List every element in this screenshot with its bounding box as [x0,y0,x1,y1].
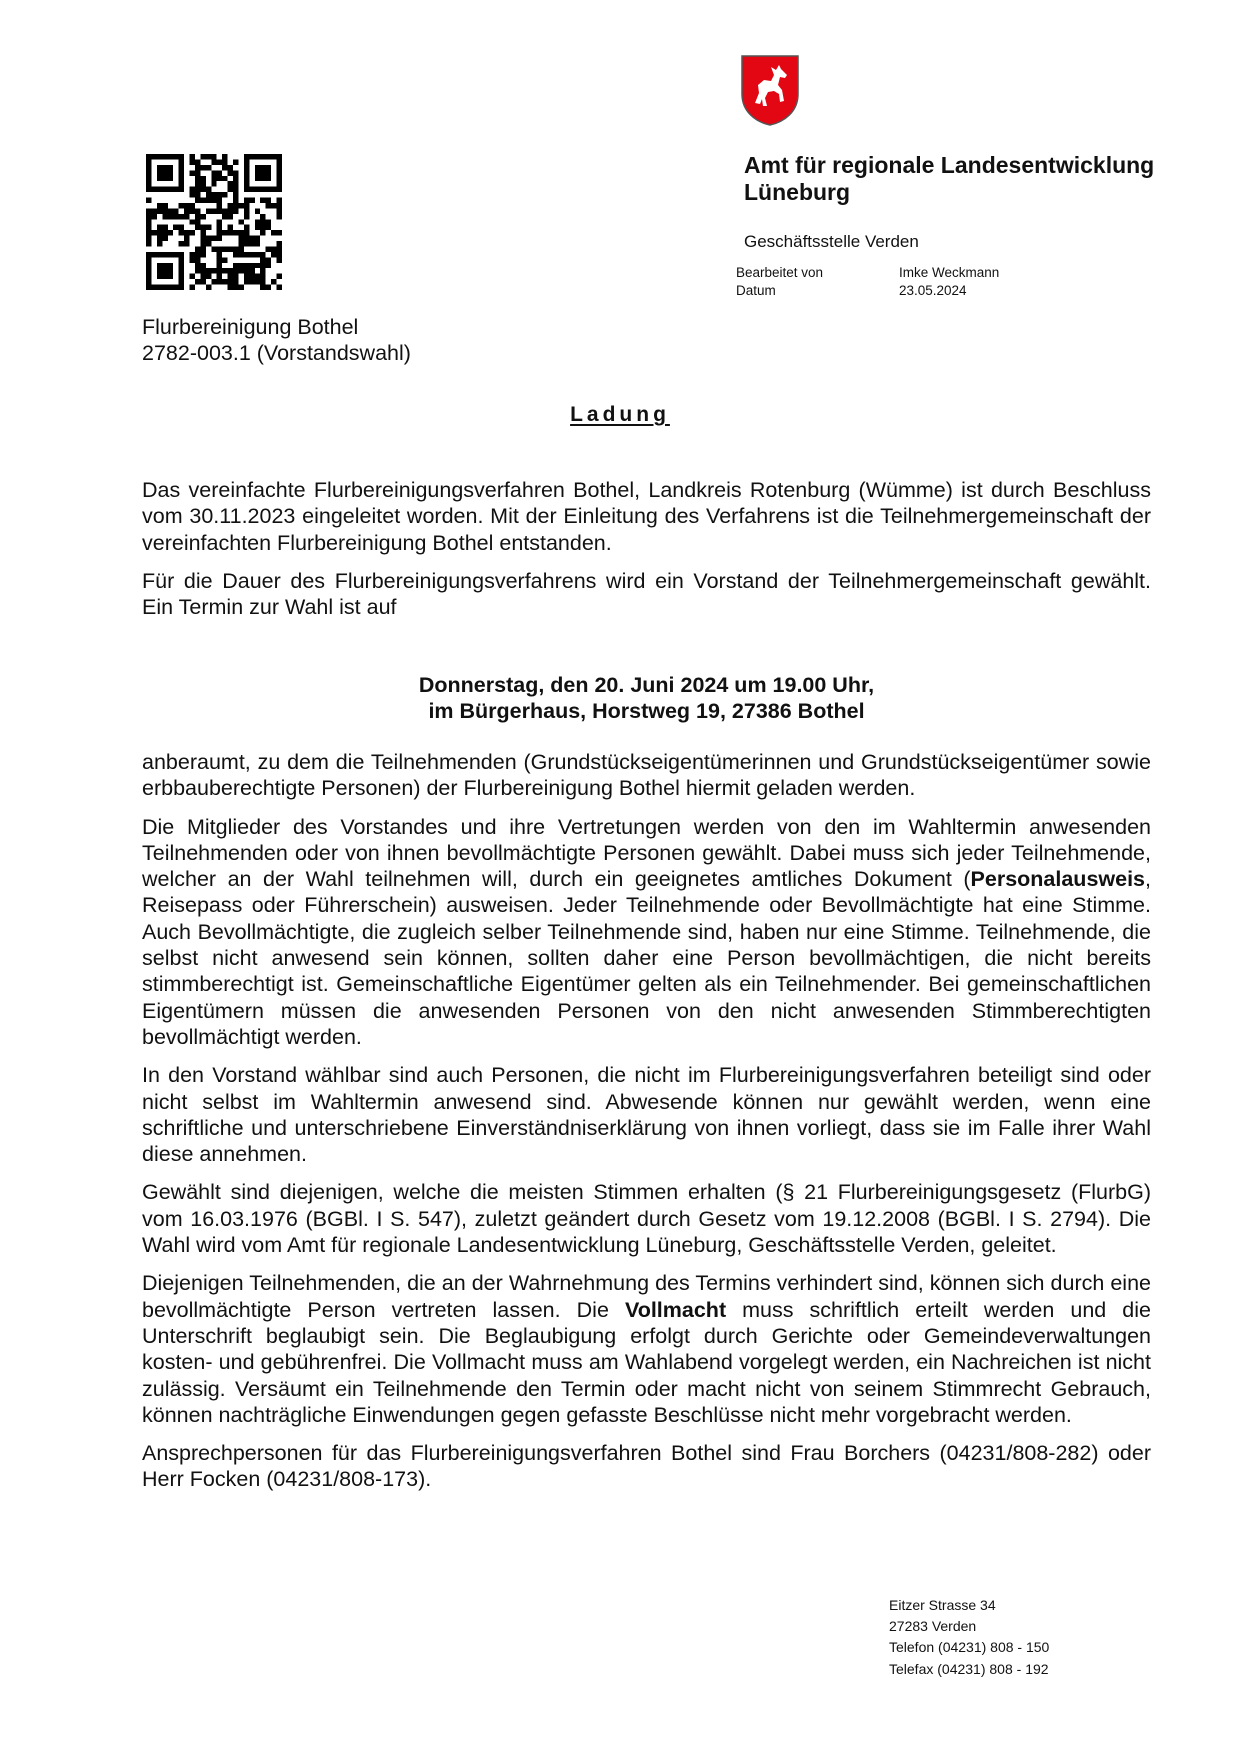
text-span: Die Mitglieder des Vorstandes und ihre Vertretungen werden von den im Wahltermin anwesenden Teilnehmenden oder von ihnen bevollmächtigte Personen gewählt. Dabei muss sich jeder Teilnehmende, welcher an der Wahl teilnehmen will, durch ein geeignetes amtliches Dokument ( [142,814,1151,892]
appointment [142,672,1151,724]
text-span: , Reisepass oder Führerschein) ausweisen. Jeder Teilnehmende oder Bevollmächtigte hat eine Stimme. Auch Bevollmächtigte, die zugleich selber Teilnehmende sind, haben nur eine Stimme. Teilnehmende, die selbst nicht anwesend sein können, sollten daher eine Person bevollmächtigen, die nicht bereits stimmberechtigt ist. Gemeinschaftliche Eigentümer gelten als ein Teilnehmender. Bei gemeinschaftlichen Eigentümern müssen die anwesenden Personen von den nicht anwesenden Stimmberechtigten bevollmächtigt werden. [142,867,1151,1049]
case-reference [142,314,411,366]
office-name-line1: Amt für regionale Landesentwicklung [744,152,1155,178]
case-title: Flurbereinigung Bothel [142,315,359,339]
appointment-date: Donnerstag, den 20. Juni 2024 um 19.00 Uhr, [418,673,875,697]
case-number: 2782-003.1 (Vorstandswahl) [142,341,411,365]
text-span: Diejenigen Teilnehmenden, die an der Wahrnehmung des Termins verhindert sind, können sich durch eine bevollmächtigte Person vertreten lassen. Die [142,1271,1151,1322]
text-span: muss schriftlich erteilt werden und die Unterschrift beglaubigt sein. Die Beglaubigung erfolgt durch Gerichte oder Gemeindeverwaltungen kosten- und gebührenfrei. Die Vollmacht muss am Wahlabend vorgelegt werden, ein Nachreichen ist nicht zulässig. Versäumt ein Teilnehmende den Termin oder macht nicht von seinem Stimmrecht Gebrauch, können nachträgliche Einwendungen gegen gefasste Beschlüsse nicht mehr vorgebracht werden. [142,1297,1151,1427]
footer-city: 27283 Verden [889,1618,977,1635]
paragraph-anberaumt: anberaumt, zu dem die Teilnehmenden (Grundstückseigentümerinnen und Grundstückseigentümer sowie erbbauberechtigte Personen) der Flurbereinigung Bothel hiermit geladen werden. [142,750,1151,801]
editor-value: Imke Weckmann [899,265,1000,280]
appointment-place: im Bürgerhaus, Horstweg 19, 27386 Bothel [428,699,865,723]
intro-paragraph-2: Für die Dauer des Flurbereinigungsverfahrens wird ein Vorstand der Teilnehmergemeinschaft gewählt. Ein Termin zur Wahl ist auf [142,568,1151,620]
meta-values [899,264,999,300]
footer-street: Eitzer Strasse 34 [889,1597,996,1613]
editor-label: Bearbeitet von [736,265,824,280]
paragraph-vollmacht [142,1270,1151,1428]
intro-section [142,477,1151,632]
paragraph-mitglieder [142,814,1151,1051]
meta-labels [736,264,823,300]
footer-phone: Telefon (04231) 808 - 150 [889,1639,1050,1656]
paragraph-gewaehlt: Gewählt sind diejenigen, welche die meisten Stimmen erhalten (§ 21 Flurbereinigungsgesetz (FlurbG) vom 16.03.1976 (BGBl. I S. 547), zuletzt geändert durch Gesetz vom 19.12.2008 (BGBl. I S. 2794). Die Wahl wird vom Amt für regionale Landesentwicklung Lüneburg, Geschäftsstelle Verden, geleitet. [142,1180,1151,1258]
qr-code-icon [146,154,282,290]
office-name [744,152,1184,206]
main-section [142,749,1151,1505]
document-heading [0,403,1240,427]
bold-personalausweis: Personalausweis [970,867,1146,892]
paragraph-waehlbar: In den Vorstand wählbar sind auch Personen, die nicht im Flurbereinigungsverfahren beteiligt sind oder nicht selbst im Wahltermin anwesend sind. Abwesende können nur gewählt werden, wenn eine schriftliche und unterschriebene Einverständniserklärung von ihnen vorliegt, dass sie im Falle ihrer Wahl diese annehmen. [142,1063,1151,1167]
heading-text: Ladung [570,403,670,426]
date-label: Datum [736,283,776,298]
bold-vollmacht: Vollmacht [624,1297,727,1322]
paragraph-ansprechpersonen: Ansprechpersonen für das Flurbereinigungsverfahren Bothel sind Frau Borchers (04231/808-282) oder Herr Focken (04231/808-173). [142,1441,1151,1492]
footer-address [889,1595,1049,1680]
footer-fax: Telefax (04231) 808 - 192 [889,1660,1049,1677]
lower-saxony-crest-icon [740,54,800,126]
office-name-line2: Lüneburg [744,179,851,205]
date-value: 23.05.2024 [899,283,967,298]
office-branch: Geschäftsstelle Verden [744,232,919,251]
intro-paragraph-1: Das vereinfachte Flurbereinigungsverfahren Bothel, Landkreis Rotenburg (Wümme) ist durch Beschluss vom 30.11.2023 eingeleitet worden. Mit der Einleitung des Verfahrens ist die Teilnehmergemeinschaft der vereinfachten Flurbereinigung Bothel entstanden. [142,478,1151,555]
